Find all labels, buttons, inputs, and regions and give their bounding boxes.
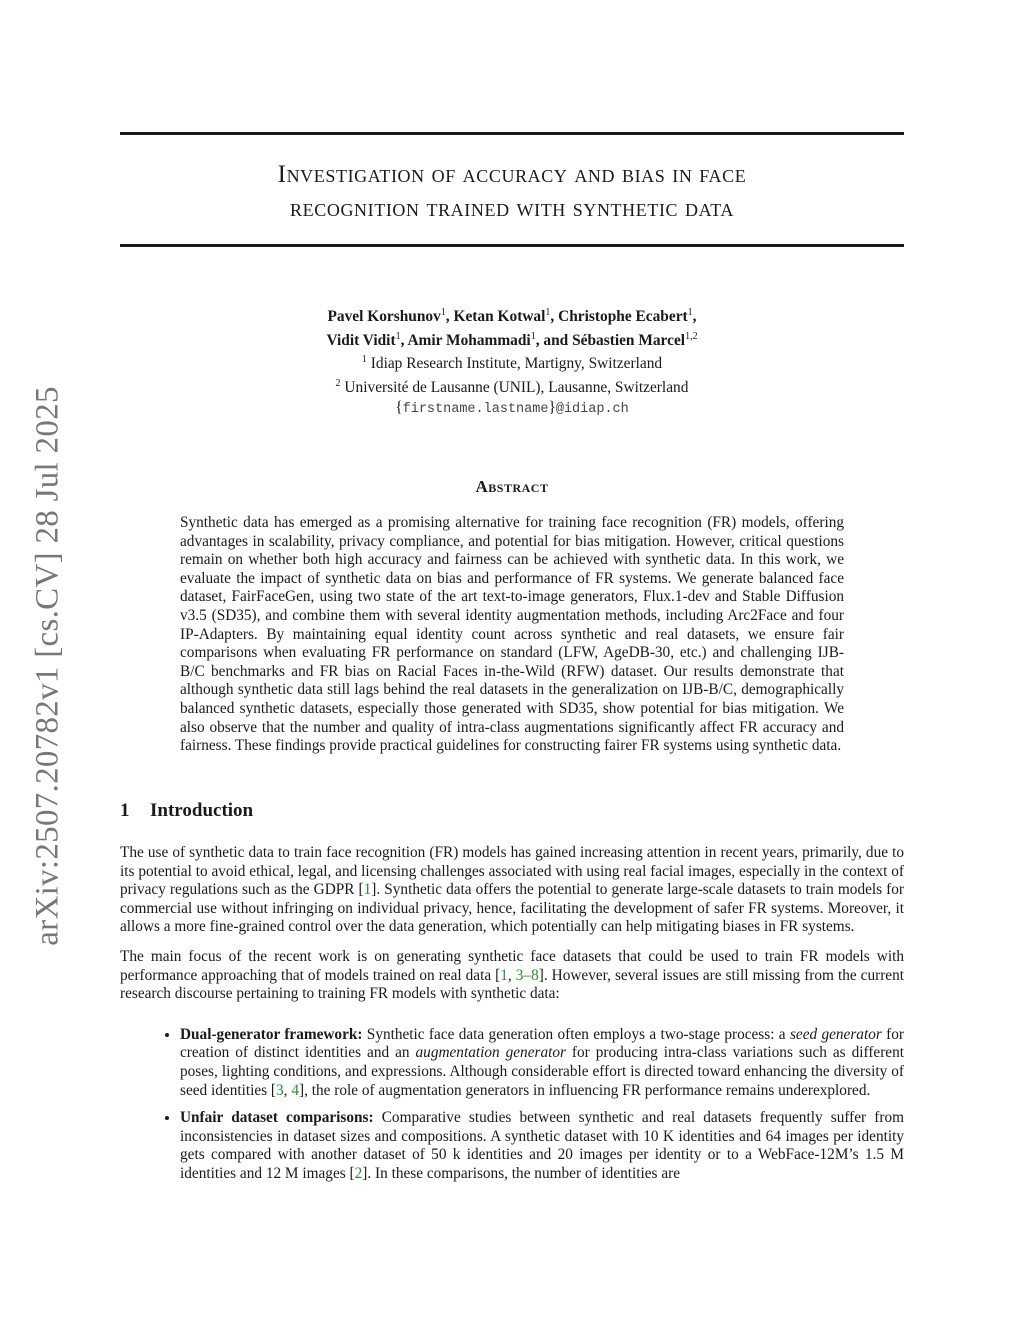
title-line-1: Investigation of accuracy and bias in face [277,161,747,188]
author-block [120,303,904,419]
citation-link[interactable]: 1 [363,881,372,899]
list-item-label: Unfair dataset comparisons: [180,1109,374,1127]
paragraph: The use of synthetic data to train face recognition (FR) models has gained increasing attention in recent years, primarily, due to its potential to avoid ethical, legal, and licensing challenges associated with using real facial images, especially in the context of privacy regulations such as the GDPR [1]. Synthetic data offers the potential to generate large-scale datasets to train models for commercial use without infringing on individual privacy, hence, facilitating the development of safer FR systems. Moreover, it allows a more fine-grained control over the data generation, which potentially can help mitigating biases in FR systems. [120,844,904,936]
affiliation-2: $^2$ Université de Lausanne (UNIL), Lausanne, Switzerland [335,377,689,396]
author-name: Pavel Korshunov [327,308,441,326]
author-affiliation-mark: 1,2 [685,330,698,342]
author-name: Christophe Ecabert [558,308,688,326]
list-item: • Dual-generator framework: Synthetic face data generation often employs a two-stage process: a seed generator for creation of distinct identities and an augmentation generator for producing intra-class variations such as different poses, lighting conditions, and expressions. Although considerable effort is directed toward enhancing the diversity of seed identities [3, 4], the role of augmentation generators in influencing FR performance remains underexplored. [180,1026,904,1100]
author-name: Vidit Vidit [326,331,396,349]
author-affiliation-mark: 1 [395,330,401,342]
issue-list [120,1026,904,1184]
citation-link[interactable]: 3–8 [515,966,539,984]
citation-link[interactable]: 2 [354,1164,363,1182]
section-heading [120,800,253,822]
section-number: 1 [120,800,130,821]
citation-link[interactable]: 4 [291,1081,299,1099]
author-line-1: Pavel Korshunov$^1$, Ketan Kotwal$^1$, Christophe Ecabert$^1$, [327,307,697,326]
citation-link[interactable]: 1 [500,966,508,984]
title-top-rule [120,132,904,135]
author-affiliation-mark: 1 [687,307,693,318]
citation-link[interactable]: 3 [276,1081,284,1099]
email: {firstname.lastname}@idiap.ch [395,398,629,417]
arxiv-identifier: arXiv:2507.20782v1 [cs.CV] 28 Jul 2025 [29,386,66,946]
section-title: Introduction [150,800,254,821]
author-name: Amir Mohammadi [407,331,531,349]
author-name: Ketan Kotwal [453,308,546,326]
list-item-label: Dual-generator framework: [180,1025,363,1043]
abstract-heading: Abstract [475,477,549,496]
title-bottom-rule [120,244,904,247]
author-affiliation-mark: 1 [530,330,536,342]
introduction-body [120,844,904,1193]
abstract-text: Synthetic data has emerged as a promising alternative for training face recognition (FR) models, offering advantages in scalability, privacy compliance, and potential for bias mitigation. However, critical questions remain on whether both high accuracy and fairness can be achieved with synthetic data. In this work, we evaluate the impact of synthetic data on bias and performance of FR systems. We generate balanced face dataset, FairFaceGen, using two state of the art text-to-image generators, Flux.1-dev and Stable Diffusion v3.5 (SD35), and combine them with several identity augmentation methods, including Arc2Face and four IP-Adapters. By maintaining equal identity count across synthetic and real datasets, we ensure fair comparisons when evaluating FR performance on standard (LFW, AgeDB-30, etc.) and challenging IJB-B/C benchmarks and FR bias on Racial Faces in-the-Wild (RFW) dataset. Our results demonstrate that although synthetic data still lags behind the real datasets in the generalization on IJB-B/C, demographically balanced synthetic datasets, especially those generated with SD35, show potential for bias mitigation. We also observe that the number and quality of intra-class augmentations significantly affect FR accuracy and fairness. These findings provide practical guidelines for constructing fairer FR systems using synthetic data. [180,514,844,755]
title-line-2: recognition trained with synthetic data [290,195,734,222]
list-item: • Unfair dataset comparisons: Comparative studies between synthetic and real datasets frequently suffer from inconsistencies in dataset sizes and compositions. A synthetic dataset with 10 K identities and 64 images per identity gets compared with another dataset of 50 k identities and 20 images per identity or to a WebFace-12M’s 1.5 M identities and 12 M images [2]. In these comparisons, the number of identities are [180,1109,904,1183]
author-line-2: Vidit Vidit$^1$, Amir Mohammadi$^1$, and Sébastien Marcel$^{1,2}$ [326,330,698,349]
paragraph: The main focus of the recent work is on generating synthetic face datasets that could be used to train FR models with performance approaching that of models trained on real data [1, 3–8]. However, several issues are still missing from the current research discourse pertaining to training FR models with synthetic data: [120,947,904,1003]
affiliation-1: $^1$ Idiap Research Institute, Martigny, Switzerland [361,354,663,373]
author-name: Sébastien Marcel [572,331,686,349]
author-affiliation-mark: 1 [545,307,551,318]
paper-title [120,158,904,226]
author-affiliation-mark: 1 [440,307,446,318]
